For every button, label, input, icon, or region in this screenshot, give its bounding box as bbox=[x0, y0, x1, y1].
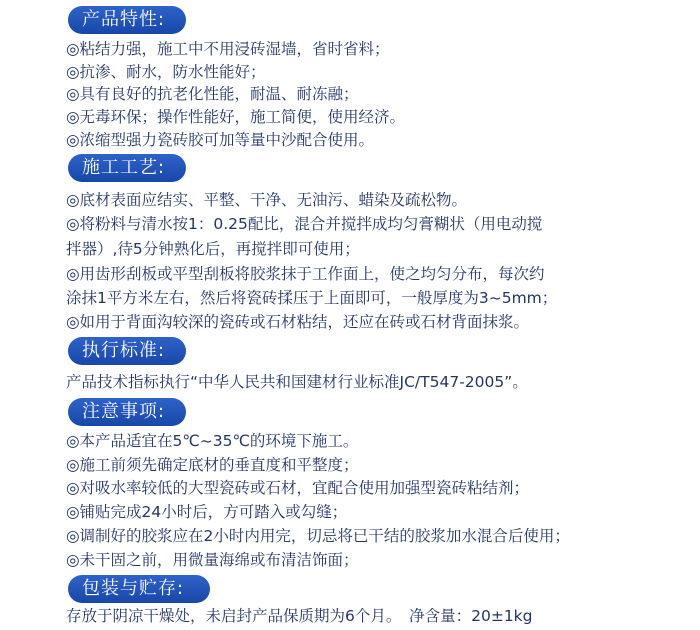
process-line: 拌器）,待5分钟熟化后，再搅拌即可使用； bbox=[66, 240, 360, 258]
process-line: 涂抹1平方米左右，然后将瓷砖揉压于上面即可，一般厚度为3~5mm； bbox=[66, 289, 558, 307]
section-title-standard: 执行标准: bbox=[68, 337, 186, 365]
features-line: ◎具有良好的抗老化性能，耐温、耐冻融； bbox=[66, 85, 359, 103]
process-line: ◎底材表面应结实、平整、干净、无油污、蜡染及疏松物。 bbox=[66, 191, 468, 209]
notes-line: ◎铺贴完成24小时后，方可踏入或勾缝； bbox=[66, 503, 348, 521]
process-line: ◎将粉料与清水按1：0.25配比，混合并搅拌成均匀膏糊状（用电动搅 bbox=[66, 215, 543, 233]
standard-line: 产品技术指标执行“中华人民共和国建材行业标准JC/T547-2005”。 bbox=[66, 373, 528, 391]
features-line: ◎抗渗、耐水，防水性能好； bbox=[66, 63, 266, 81]
process-line: ◎用齿形刮板或平型刮板将胶浆抹于工作面上，使之均匀分布，每次约 bbox=[66, 265, 545, 283]
features-line: ◎无毒环保；操作性能好，施工简便，使用经济。 bbox=[66, 108, 406, 126]
section-title-storage: 包装与贮存: bbox=[68, 575, 210, 603]
features-line: ◎浓缩型强力瓷砖胶可加等量中沙配合使用。 bbox=[66, 131, 375, 149]
notes-line: ◎调制好的胶浆应在2小时内用完，切忌将已干结的胶浆加水混合后使用； bbox=[66, 527, 570, 545]
notes-line: ◎施工前须先确定底材的垂直度和平整度； bbox=[66, 456, 359, 474]
features-line: ◎粘结力强，施工中不用浸砖湿墙，省时省料； bbox=[66, 40, 390, 58]
storage-line: 存放于阴凉干燥处，未启封产品保质期为6个月。 净含量：20±1kg bbox=[66, 607, 533, 625]
process-line: ◎如用于背面沟较深的瓷砖或石材粘结，还应在砖或石材背面抹浆。 bbox=[66, 313, 530, 331]
section-title-process: 施工工艺: bbox=[68, 154, 186, 182]
notes-line: ◎对吸水率较低的大型瓷砖或石材，宜配合使用加强型瓷砖粘结剂； bbox=[66, 479, 530, 497]
notes-line: ◎未干固之前，用微量海绵或布清洁饰面； bbox=[66, 551, 359, 569]
notes-line: ◎本产品适宜在5℃~35℃的环境下施工。 bbox=[66, 432, 359, 450]
section-title-notes: 注意事项: bbox=[68, 398, 186, 426]
section-title-features: 产品特性: bbox=[68, 6, 186, 34]
